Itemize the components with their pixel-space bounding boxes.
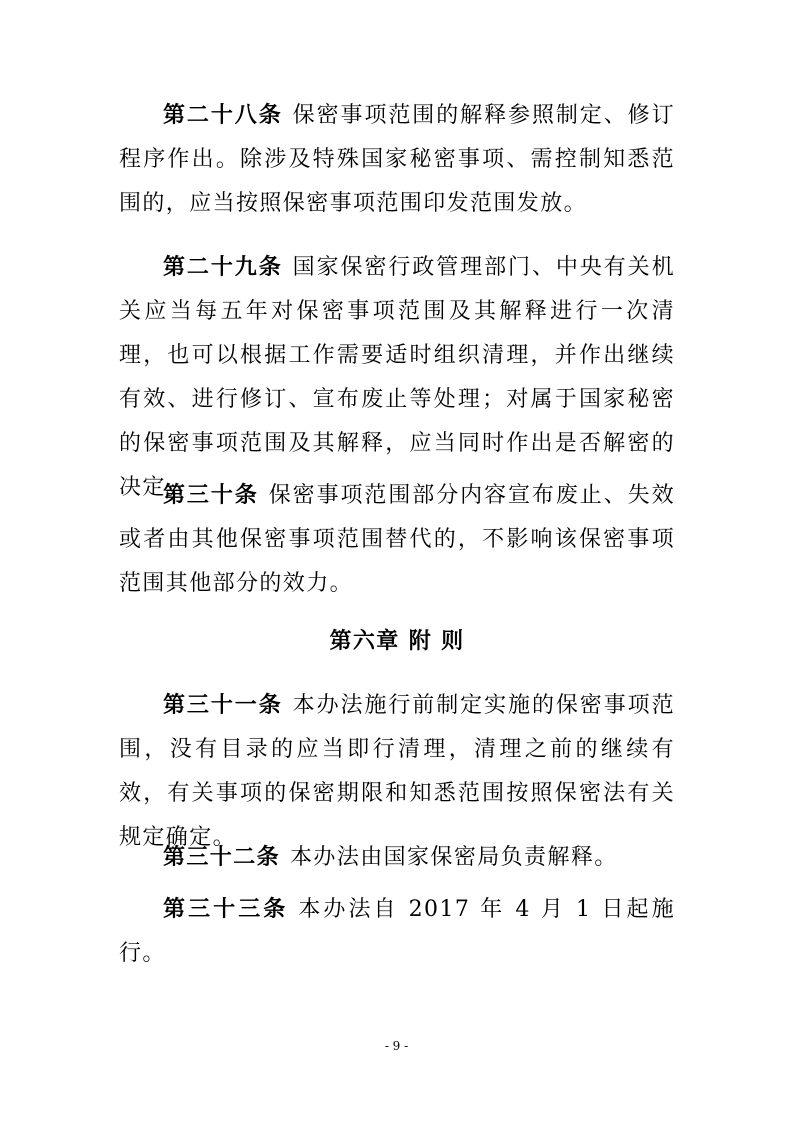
- chapter-title: 第六章 附 则: [329, 629, 465, 654]
- article-body: 保密事项范围部分内容宣布废止、失效或者由其他保密事项范围替代的，不影响该保密事项范围其他部分的效力。: [119, 483, 675, 596]
- article-body: 本办法施行前制定实施的保密事项范围，没有目录的应当即行清理，清理之前的继续有效，有关事项的保密期限和知悉范围按照保密法有关规定确定。: [119, 693, 675, 850]
- article-28: [119, 94, 675, 226]
- article-29: [119, 246, 675, 510]
- article-heading: 第三十三条: [163, 897, 289, 922]
- article-33: [119, 888, 675, 976]
- page-number: - 9 -: [384, 1039, 409, 1053]
- article-30: [119, 474, 675, 606]
- article-heading: 第二十九条: [163, 255, 283, 280]
- article-body: 保密事项范围的解释参照制定、修订程序作出。除涉及特殊国家秘密事项、需控制知悉范围的，应当按照保密事项范围印发范围发放。: [119, 103, 675, 216]
- article-body: 本办法由国家保密局负责解释。: [290, 845, 618, 870]
- article-heading: 第三十条: [163, 483, 259, 508]
- article-31: [119, 684, 675, 860]
- article-body: 国家保密行政管理部门、中央有关机关应当每五年对保密事项范围及其解释进行一次清理，也可以根据工作需要适时组织清理，并作出继续有效、进行修订、宣布废止等处理；对属于国家秘密的保密事项范围及其解释，应当同时作出是否解密的决定。: [119, 255, 675, 500]
- article-heading: 第三十二条: [163, 845, 281, 870]
- article-heading: 第二十八条: [163, 103, 283, 128]
- article-body: 本办法自 2017 年 4 月 1 日起施行。: [119, 897, 675, 966]
- article-heading: 第三十一条: [163, 693, 283, 718]
- article-32: [119, 836, 675, 880]
